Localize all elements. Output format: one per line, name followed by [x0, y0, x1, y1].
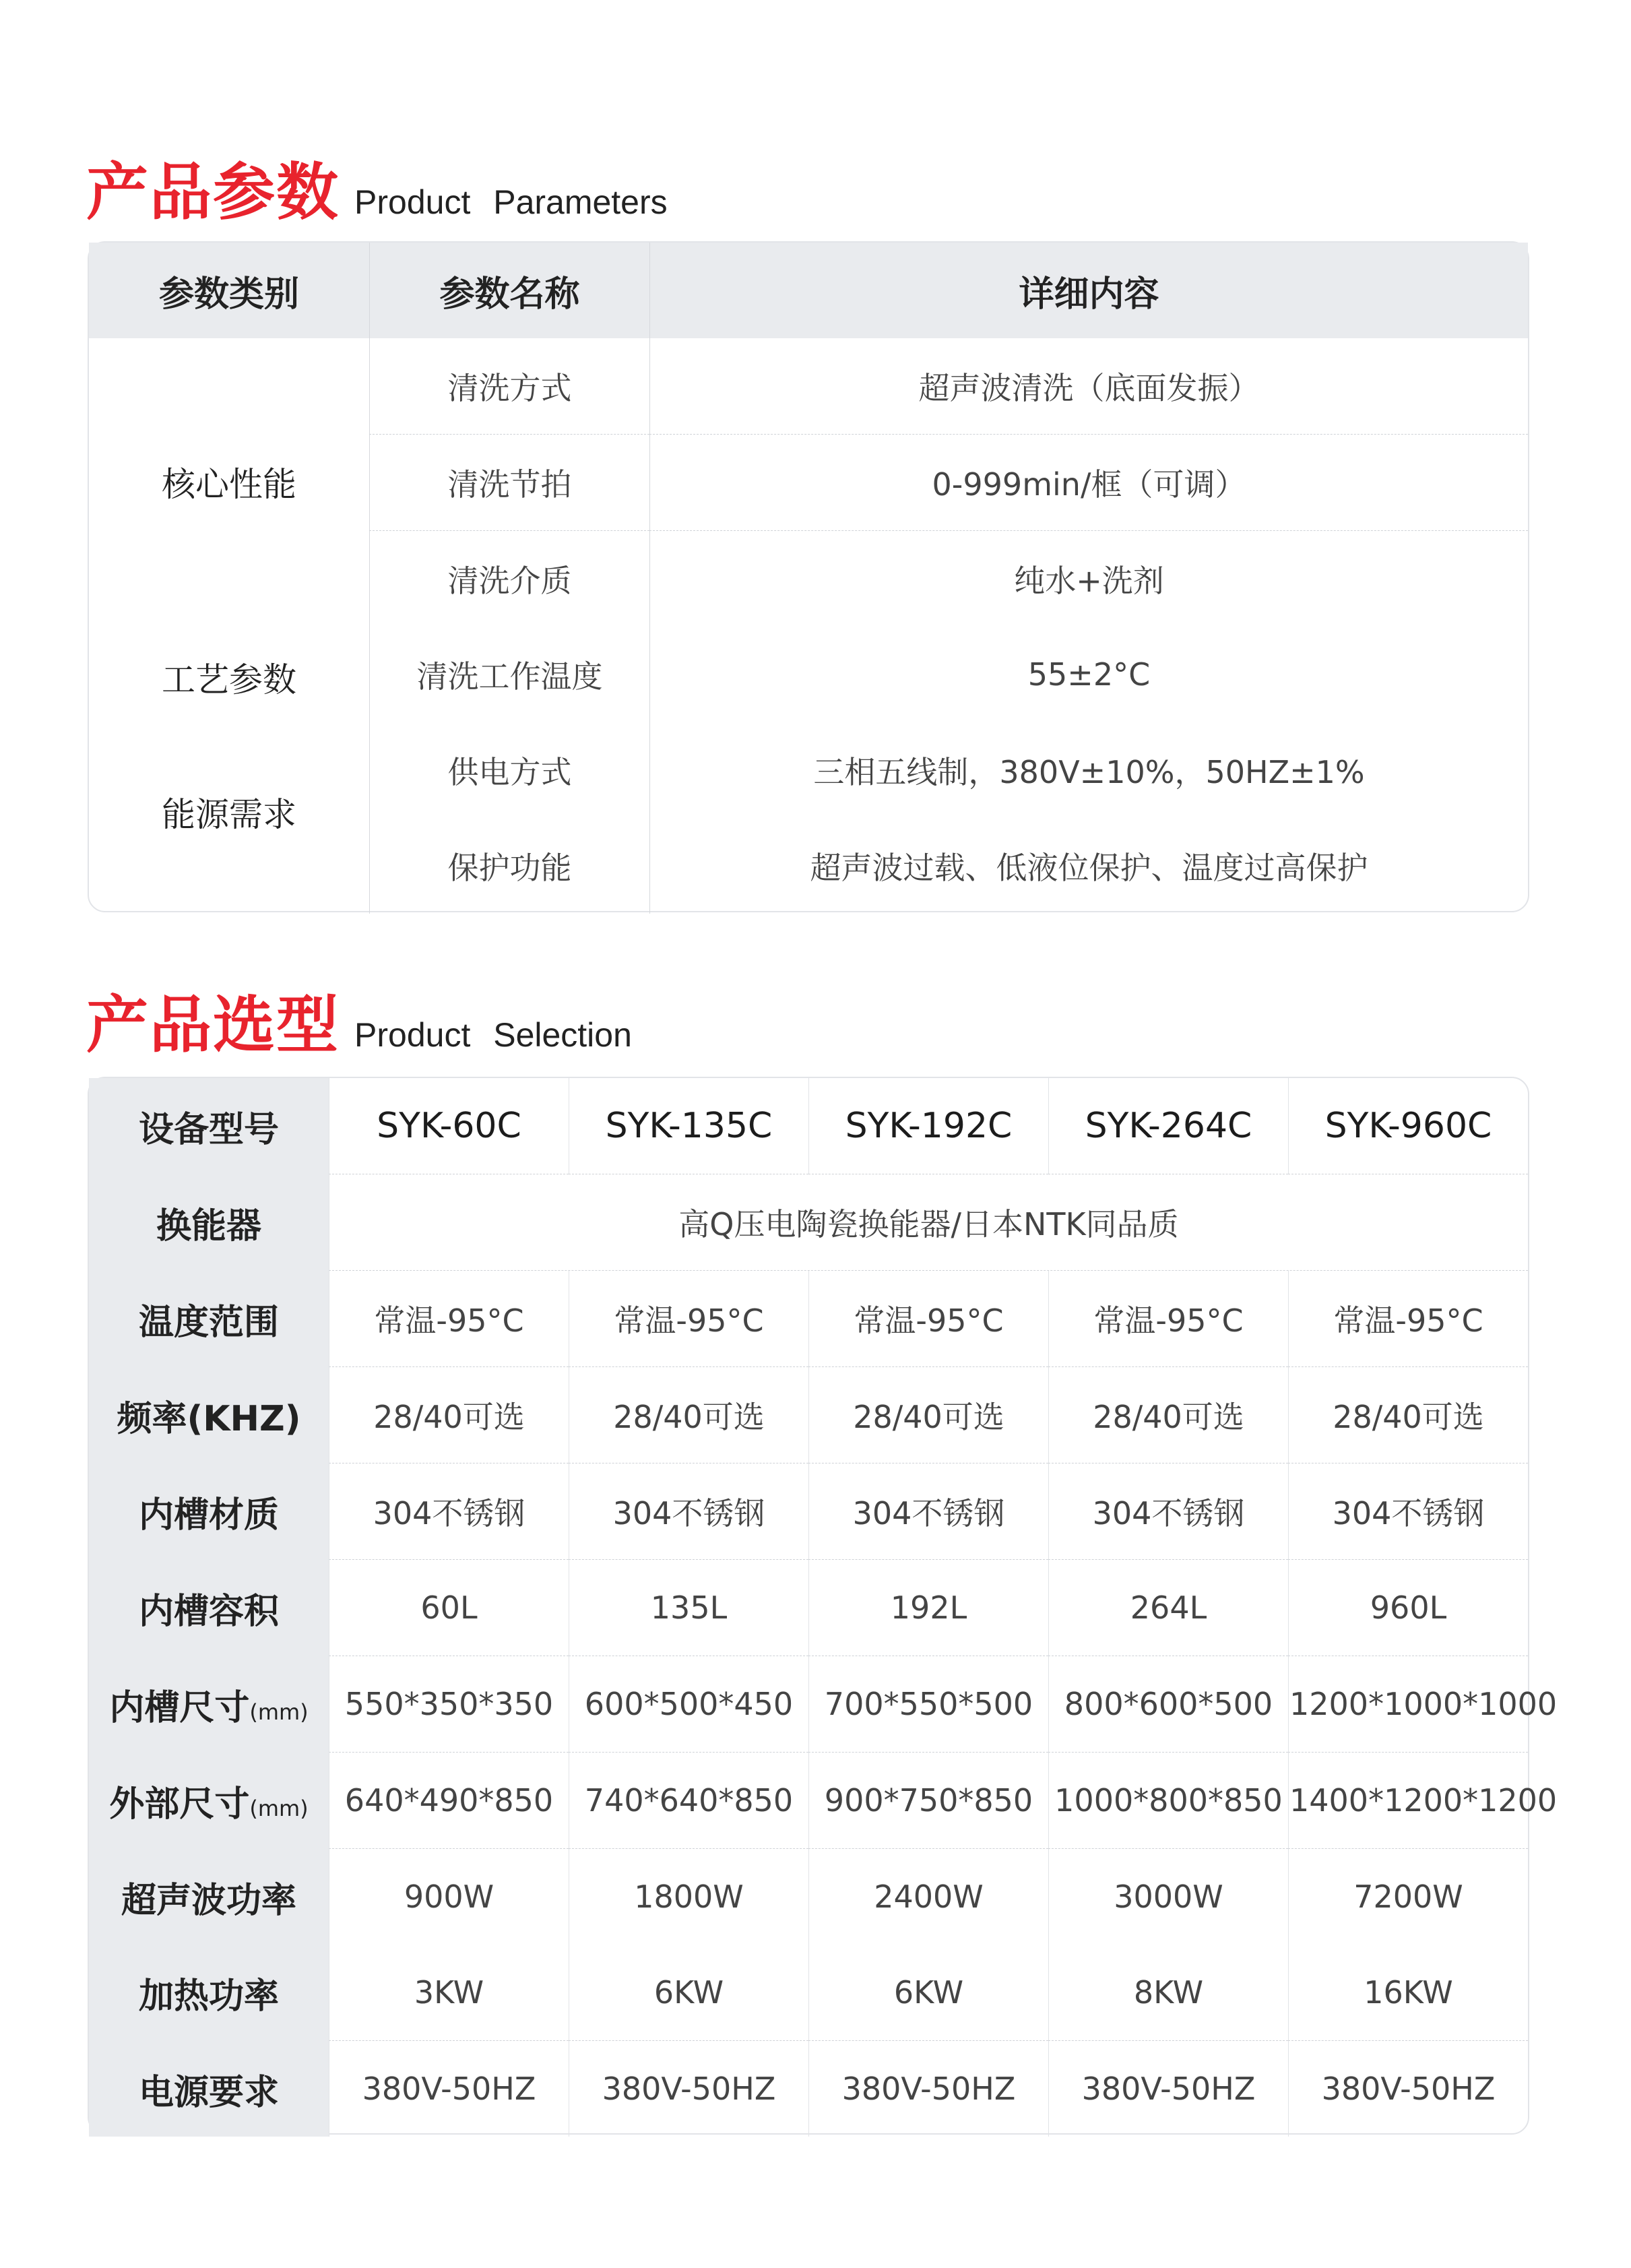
- value-cell: 380V-50HZ: [808, 2041, 1048, 2137]
- row-label: [89, 1945, 329, 2041]
- header-detail: 详细内容: [649, 243, 1528, 338]
- value-cell: 28/40可选: [329, 1367, 569, 1463]
- selection-section-title: [86, 976, 632, 1065]
- param-detail: 纯水+洗剂: [649, 531, 1528, 627]
- table-row: [89, 1656, 1528, 1753]
- row-label-text: 频率(KHZ): [117, 1399, 301, 1439]
- row-label-text: 温度范围: [138, 1302, 279, 1343]
- value-cell: 600*500*450: [569, 1656, 808, 1753]
- parameters-table: [89, 243, 1528, 914]
- param-detail: 0-999min/框（可调）: [649, 435, 1528, 531]
- value-cell: 1400*1200*1200: [1288, 1753, 1528, 1849]
- selection-table-frame: [88, 1077, 1558, 2135]
- value-cell: 常温-95°C: [569, 1271, 808, 1367]
- parameters-title-en: Product Parameters: [354, 183, 668, 221]
- parameters-section-title: [86, 143, 668, 232]
- row-label: [89, 1753, 329, 1849]
- row-label-text: 外部尺寸: [109, 1784, 250, 1825]
- value-cell: 900W: [329, 1849, 569, 1945]
- row-label: [89, 1367, 329, 1463]
- row-label-unit: (mm): [249, 1699, 309, 1725]
- row-label-text: 内槽容积: [138, 1592, 279, 1632]
- row-label-text: 内槽材质: [138, 1495, 279, 1536]
- value-cell: 28/40可选: [1048, 1367, 1288, 1463]
- row-label: [89, 1656, 329, 1753]
- selection-title-cn: 产品选型: [86, 989, 340, 1061]
- category-core-performance: 核心性能: [162, 465, 296, 504]
- table-row: [89, 1753, 1528, 1849]
- table-row: [89, 2041, 1528, 2137]
- header-name: 参数名称: [369, 243, 649, 338]
- value-cell: 380V-50HZ: [329, 2041, 569, 2137]
- value-cell: 550*350*350: [329, 1656, 569, 1753]
- value-cell: 135L: [569, 1560, 808, 1656]
- value-cell: 380V-50HZ: [1288, 2041, 1528, 2137]
- value-cell: 3KW: [329, 1945, 569, 2041]
- row-label: [89, 1560, 329, 1656]
- category-column: [89, 338, 369, 914]
- model-cell: SYK-960C: [1288, 1078, 1528, 1174]
- header-category: 参数类别: [89, 243, 369, 338]
- row-label-text: 内槽尺寸: [109, 1688, 250, 1728]
- value-cell: 16KW: [1288, 1945, 1528, 2041]
- transducer-value: 高Q压电陶瓷换能器/日本NTK同品质: [329, 1174, 1528, 1271]
- param-detail: 超声波清洗（底面发振）: [649, 338, 1528, 435]
- value-cell: 28/40可选: [1288, 1367, 1528, 1463]
- value-cell: 264L: [1048, 1560, 1288, 1656]
- parameters-header-row: [89, 243, 1528, 338]
- category-process-parameters: 工艺参数: [162, 660, 296, 699]
- value-cell: 常温-95°C: [1288, 1271, 1528, 1367]
- value-cell: 900*750*850: [808, 1753, 1048, 1849]
- model-cell: SYK-135C: [569, 1078, 808, 1174]
- category-energy-requirements: 能源需求: [162, 795, 296, 834]
- value-cell: 6KW: [569, 1945, 808, 2041]
- model-label: 设备型号: [89, 1078, 329, 1174]
- value-cell: 28/40可选: [569, 1367, 808, 1463]
- table-row: [89, 1849, 1528, 1945]
- value-cell: 304不锈钢: [569, 1463, 808, 1560]
- value-cell: 常温-95°C: [329, 1271, 569, 1367]
- parameters-table-frame: [88, 241, 1529, 912]
- value-cell: 28/40可选: [808, 1367, 1048, 1463]
- param-name: 保护功能: [369, 818, 649, 914]
- transducer-row: [89, 1174, 1528, 1271]
- model-cell: SYK-60C: [329, 1078, 569, 1174]
- value-cell: 3000W: [1048, 1849, 1288, 1945]
- row-label-unit: (mm): [249, 1796, 309, 1821]
- value-cell: 380V-50HZ: [1048, 2041, 1288, 2137]
- value-cell: 304不锈钢: [1048, 1463, 1288, 1560]
- value-cell: 8KW: [1048, 1945, 1288, 2041]
- value-cell: 640*490*850: [329, 1753, 569, 1849]
- model-cell: SYK-264C: [1048, 1078, 1288, 1174]
- value-cell: 800*600*500: [1048, 1656, 1288, 1753]
- row-label: [89, 1463, 329, 1560]
- param-name: 清洗节拍: [369, 435, 649, 531]
- parameters-title-cn: 产品参数: [86, 156, 340, 228]
- value-cell: 304不锈钢: [329, 1463, 569, 1560]
- value-cell: 常温-95°C: [808, 1271, 1048, 1367]
- row-label: [89, 2041, 329, 2137]
- model-row: [89, 1078, 1528, 1174]
- value-cell: 常温-95°C: [1048, 1271, 1288, 1367]
- row-label-text: 加热功率: [138, 1976, 279, 2017]
- value-cell: 380V-50HZ: [569, 2041, 808, 2137]
- value-cell: 192L: [808, 1560, 1048, 1656]
- table-row: [89, 1560, 1528, 1656]
- selection-table: [89, 1078, 1558, 2137]
- value-cell: 60L: [329, 1560, 569, 1656]
- row-label: [89, 1849, 329, 1945]
- param-detail: 三相五线制，380V±10%，50HZ±1%: [649, 722, 1528, 818]
- param-detail: 55±2°C: [649, 627, 1528, 722]
- value-cell: 304不锈钢: [808, 1463, 1048, 1560]
- value-cell: 1200*1000*1000: [1288, 1656, 1528, 1753]
- param-name: 清洗介质: [369, 531, 649, 627]
- row-label: [89, 1271, 329, 1367]
- table-row: [89, 1271, 1528, 1367]
- value-cell: 740*640*850: [569, 1753, 808, 1849]
- model-cell: SYK-192C: [808, 1078, 1048, 1174]
- value-cell: 2400W: [808, 1849, 1048, 1945]
- value-cell: 1800W: [569, 1849, 808, 1945]
- value-cell: 6KW: [808, 1945, 1048, 2041]
- value-cell: 960L: [1288, 1560, 1528, 1656]
- value-cell: 304不锈钢: [1288, 1463, 1528, 1560]
- row-label-text: 电源要求: [138, 2072, 279, 2113]
- param-name: 清洗方式: [369, 338, 649, 435]
- transducer-label: 换能器: [89, 1174, 329, 1271]
- table-row: [89, 338, 1528, 435]
- selection-title-en: Product Selection: [354, 1016, 632, 1054]
- table-row: [89, 1945, 1528, 2041]
- param-detail: 超声波过载、低液位保护、温度过高保护: [649, 818, 1528, 914]
- table-row: [89, 1463, 1528, 1560]
- param-name: 清洗工作温度: [369, 627, 649, 722]
- table-row: [89, 1367, 1528, 1463]
- value-cell: 1000*800*850: [1048, 1753, 1288, 1849]
- param-name: 供电方式: [369, 722, 649, 818]
- value-cell: 700*550*500: [808, 1656, 1048, 1753]
- row-label-text: 超声波功率: [121, 1880, 296, 1921]
- value-cell: 7200W: [1288, 1849, 1528, 1945]
